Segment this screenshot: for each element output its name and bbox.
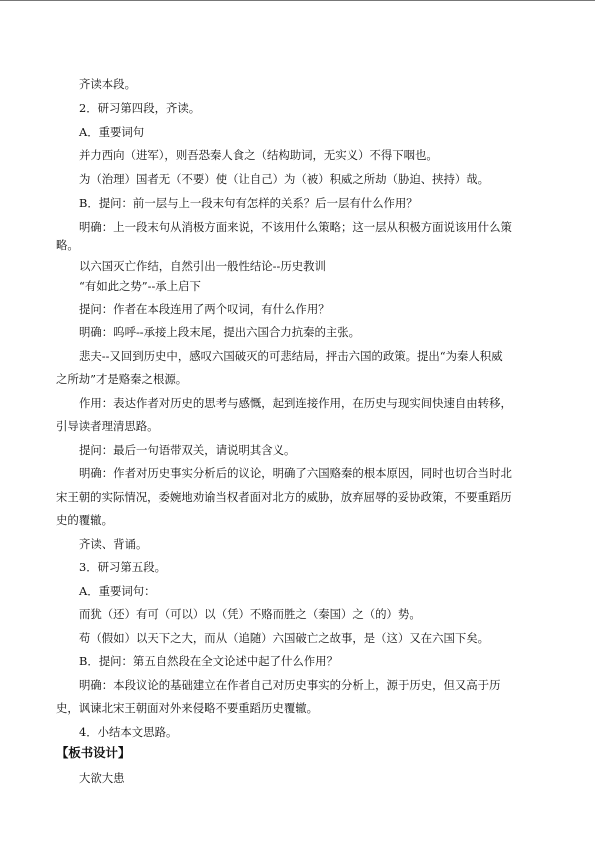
section-heading: 3．研习第五段。: [79, 560, 166, 574]
paragraph-line: 引导读者理清思路。: [56, 419, 159, 433]
subsection-heading: A．重要词句：: [79, 584, 156, 598]
paragraph-line: 史的覆辙。: [56, 513, 113, 527]
paragraph-line: 史，讽谏北宋王朝面对外来侵略不要重蹈历史覆辙。: [56, 701, 318, 715]
paragraph-line: 为（治理）国者无（不要）使（让自己）为（被）积威之所劫（胁迫、挟持）哉。: [79, 172, 490, 186]
question-line: 提问：最后一句语带双关，请说明其含义。: [79, 443, 296, 457]
section-heading: 2．研习第四段，齐读。: [79, 101, 201, 115]
paragraph-line: 悲夫--又回到历史中，感叹六国破灭的可悲结局，抨击六国的政策。提出“为秦人积威: [79, 349, 503, 363]
question-line: 提问：作者在本段连用了两个叹词，有什么作用？: [79, 302, 330, 316]
paragraph-line: 作用：表达作者对历史的思考与感慨，起到连接作用，在历史与现实间快速自由转移，: [79, 396, 512, 410]
paragraph-line: 而犹（还）有可（可以）以（凭）不赂而胜之（秦国）之（的）势。: [79, 607, 421, 621]
paragraph-line: 并力西向（进军），则吾恐秦人食之（结构助词，无实义）不得下咽也。: [79, 148, 438, 162]
page-top-rule: [0, 0, 595, 1]
paragraph-line: 明确：呜呼--承接上段末尾，提出六国合力抗秦的主张。: [79, 325, 361, 339]
paragraph-line: 之所劫”才是赂秦之根源。: [56, 372, 188, 386]
paragraph-line: 大欲大患: [79, 771, 125, 785]
question-line: B．提问：第五自然段在全文论述中起了什么作用？: [79, 654, 338, 668]
paragraph-line: 以六国灭亡作结，自然引出一般性结论--历史教训: [79, 259, 326, 273]
section-heading: 4．小结本文思路。: [79, 725, 178, 739]
paragraph-line: 略。: [56, 238, 79, 252]
paragraph-line: 明确：本段议论的基础建立在作者自己对历史事实的分析上，源于历史，但又高于历: [79, 678, 501, 692]
paragraph-line: “有如此之势”--承上启下: [79, 279, 201, 293]
paragraph-line: 宋王朝的实际情况，委婉地劝谕当权者面对北方的威胁，放弃屈辱的妥协政策，不要重蹈历: [56, 490, 512, 504]
subsection-heading: A．重要词句: [79, 125, 145, 139]
paragraph-line: 齐读、背诵。: [79, 537, 148, 551]
question-line: B．提问：前一层与上一段末句有怎样的关系？后一层有什么作用？: [79, 196, 418, 210]
paragraph-line: 齐读本段。: [79, 77, 136, 91]
board-design-heading: 【板书设计】: [56, 745, 131, 760]
paragraph-line: 明确：作者对历史事实分析后的议论，明确了六国赂秦的根本原因，同时也切合当时北: [79, 466, 512, 480]
paragraph-line: 苟（假如）以天下之大，而从（追随）六国破亡之故事，是（这）又在六国下矣。: [79, 631, 490, 645]
paragraph-line: 明确：上一段末句从消极方面来说，不该用什么策略；这一层从积极方面说该用什么策: [79, 220, 512, 234]
